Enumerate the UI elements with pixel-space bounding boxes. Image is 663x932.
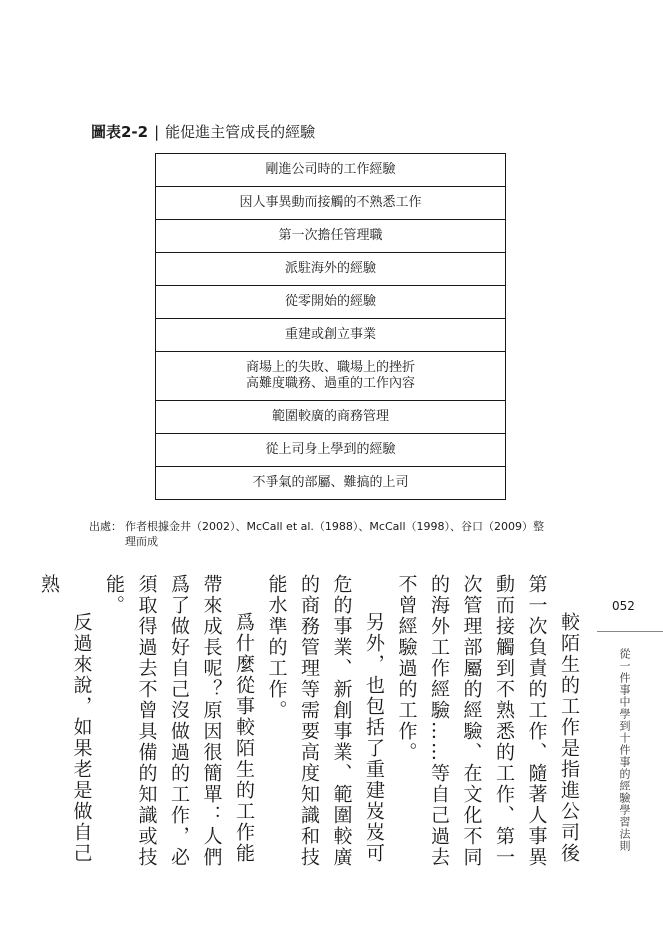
table-cell: 從零開始的經驗 (156, 286, 506, 319)
source-line-2: 理而成 (125, 535, 158, 548)
running-head: 從一件事中學到十件事的經驗學習法則 (618, 648, 631, 852)
figure-caption: 能促進主管成長的經驗 (165, 123, 316, 141)
table-row (156, 286, 506, 319)
table-cell: 從上司身上學到的經驗 (156, 434, 506, 467)
table-row (156, 352, 506, 401)
table-row (156, 253, 506, 286)
experience-table (155, 153, 506, 500)
paragraph: 另外，也包括了重建岌岌可危的事業、新創事業、範圍較廣的商務管理等需要高度知識和技能水準的工作。 (265, 574, 385, 868)
table-cell: 因人事異動而接觸的不熟悉工作 (156, 187, 506, 220)
table-row (156, 154, 506, 187)
table-cell: 範圍較廣的商務管理 (156, 401, 506, 434)
table-cell: 第一次擔任管理職 (156, 220, 506, 253)
table-cell-line-2: 高難度職務、過重的工作內容 (245, 376, 415, 391)
table-row (156, 401, 506, 434)
paragraph: 爲什麼從事較陌生的工作能帶來成長呢？原因很簡單：人們爲了做好自己沒做過的工作，必須取得過去不曾具備的知識或技能。 (103, 574, 255, 868)
figure-title (91, 121, 315, 142)
table-row (156, 220, 506, 253)
table-row (156, 434, 506, 467)
page-number-rule (597, 631, 663, 632)
source-line-1: 作者根據金井（2002）、McCall et al.（1988）、McCall（1998）、谷口（2009）整 (125, 520, 544, 533)
paragraph: 較陌生的工作是指進公司後第一次負責的工作、隨著人事異動而接觸到不熟悉的工作、第一次管理部屬的經驗、在文化不同的海外工作經驗……等自己過去不曾經驗過的工作。 (395, 574, 580, 868)
table-row (156, 467, 506, 500)
source-text (125, 519, 565, 549)
table-cell: 剛進公司時的工作經驗 (156, 154, 506, 187)
figure-number: 圖表2-2 (91, 123, 149, 141)
table-cell: 派駐海外的經驗 (156, 253, 506, 286)
body-text (33, 574, 586, 874)
page-number: 052 (612, 599, 635, 613)
table-cell (156, 352, 506, 401)
figure-title-separator: | (154, 123, 160, 141)
table-row (156, 319, 506, 352)
table-cell: 重建或創立事業 (156, 319, 506, 352)
source-label: 出處： (89, 520, 122, 533)
paragraph: 反過來說，如果老是做自己熟 (38, 574, 93, 864)
table-cell-line-1: 商場上的失敗、職場上的挫折 (245, 360, 415, 375)
table-cell: 不爭氣的部屬、難搞的上司 (156, 467, 506, 500)
source-note (89, 519, 589, 549)
table-row (156, 187, 506, 220)
